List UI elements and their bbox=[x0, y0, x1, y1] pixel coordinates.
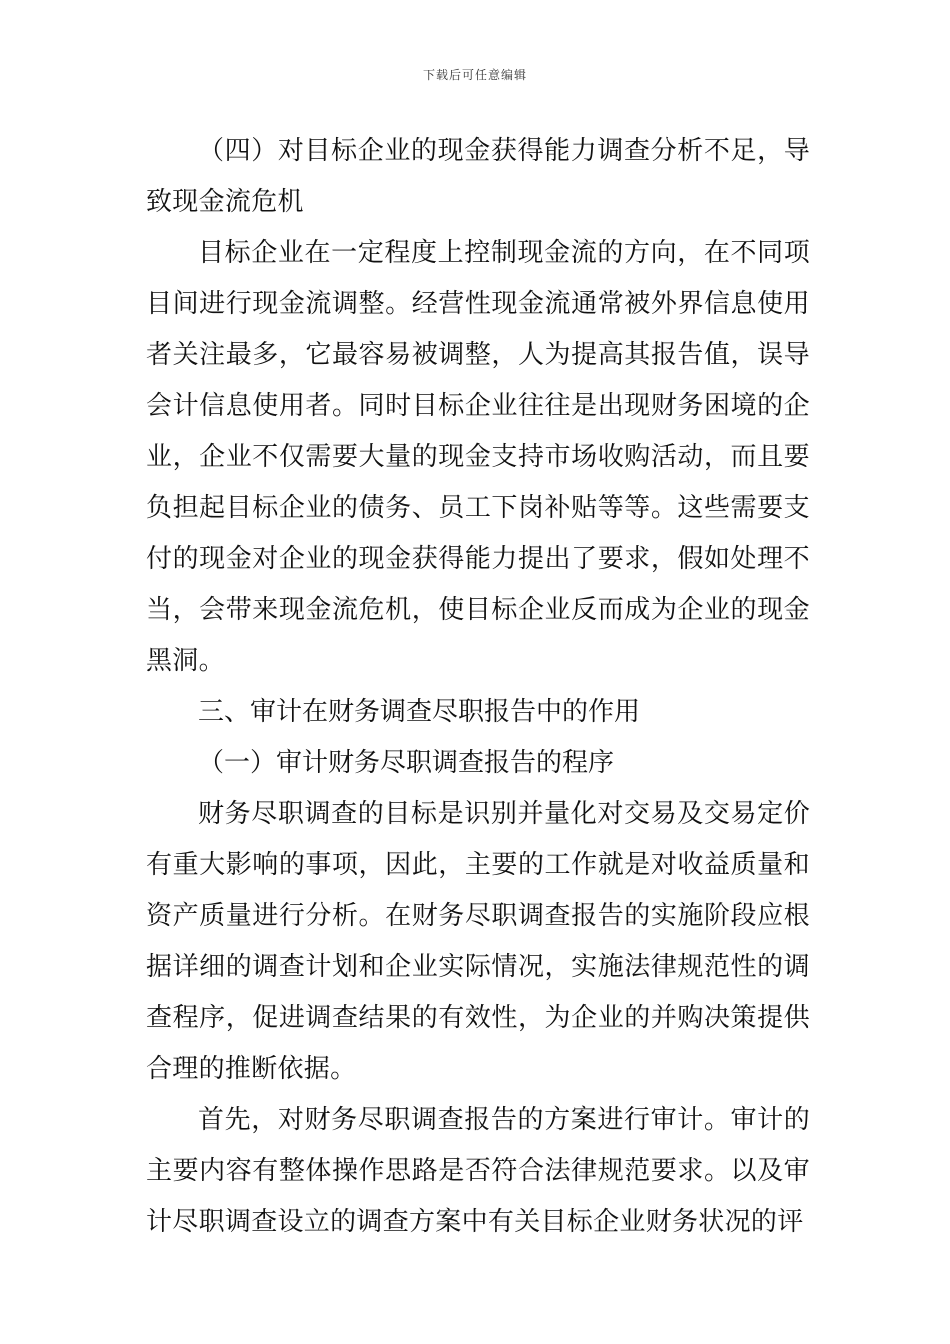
document-body bbox=[146, 126, 810, 1248]
section-3-heading: 三、审计在财务调查尽职报告中的作用 bbox=[198, 697, 641, 727]
header-note: 下载后可任意编辑 bbox=[422, 68, 527, 82]
paragraph-audit-plan: 首先，对财务尽职调查报告的方案进行审计。审计的主要内容有整体操作思路是否符合法律规范要求。以及审计尽职调查设立的调查方案中有关目标企业财务状况的评 bbox=[146, 1105, 810, 1237]
section-4-heading: （四）对目标企业的现金获得能力调查分析不足，导致现金流危机 bbox=[146, 136, 810, 217]
paragraph-cash-flow: 目标企业在一定程度上控制现金流的方向，在不同项目间进行现金流调整。经营性现金流通常被外界信息使用者关注最多，它最容易被调整，人为提高其报告值，误导会计信息使用者。同时目标企业往往是出现财务困境的企业，企业不仅需要大量的现金支持市场收购活动，而且要负担起目标企业的债务、员工下岗补贴等等。这些需要支付的现金对企业的现金获得能力提出了要求，假如处理不当，会带来现金流危机，使目标企业反而成为企业的现金黑洞。 bbox=[146, 238, 810, 676]
paragraph-due-diligence-goal: 财务尽职调查的目标是识别并量化对交易及交易定价有重大影响的事项，因此，主要的工作就是对收益质量和资产质量进行分析。在财务尽职调查报告的实施阶段应根据详细的调查计划和企业实际情况，实施法律规范性的调查程序，促进调查结果的有效性，为企业的并购决策提供合理的推断依据。 bbox=[146, 799, 810, 1084]
subsection-1-heading: （一）审计财务尽职调查报告的程序 bbox=[198, 748, 615, 778]
